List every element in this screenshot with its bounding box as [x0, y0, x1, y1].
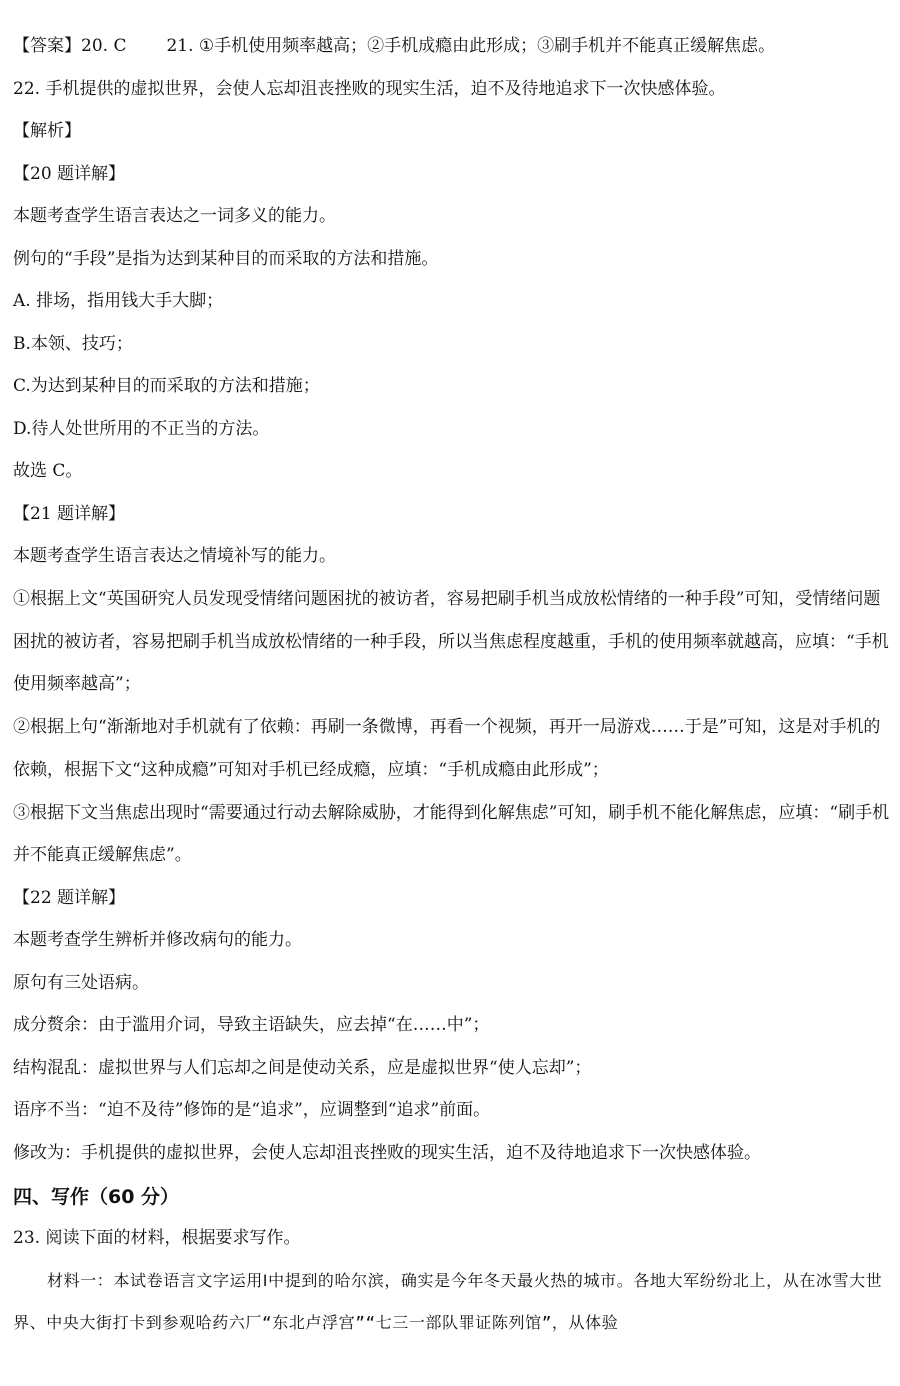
answer-line-1: [13, 36, 891, 57]
q22-detail-title: 【22 题详解】: [13, 887, 126, 908]
q20-detail-title: 【20 题详解】: [13, 163, 126, 184]
q20-option-d: D.待人处世所用的不正当的方法。: [13, 418, 270, 439]
answer-q20: 20. C: [81, 36, 127, 56]
answer-q22: 22. 手机提供的虚拟世界，会使人忘却沮丧挫败的现实生活，迫不及待地追求下一次快感体验。: [13, 78, 726, 99]
answer-q21: 21. ①手机使用频率越高；②手机成瘾由此形成；③刷手机并不能真正缓解焦虑。: [166, 36, 776, 56]
section-title-writing: 四、写作（60 分）: [13, 1186, 180, 1208]
q22-revised: 修改为：手机提供的虚拟世界，会使人忘却沮丧挫败的现实生活，迫不及待地追求下一次快感体验。: [13, 1142, 761, 1163]
q22-count: 原句有三处语病。: [13, 972, 149, 993]
q21-paragraph-1: ①根据上文“英国研究人员发现受情绪问题困扰的被访者，容易把刷手机当成放松情绪的一种手段”可知，受情绪问题困扰的被访者，容易把刷手机当成放松情绪的一种手段，所以当焦虑程度越重，手机的使用频率就越高，应填：“手机使用频率越高”；: [13, 589, 889, 694]
q22-issue-3: 语序不当：“迫不及待”修饰的是“追求”，应调整到“追求”前面。: [13, 1100, 491, 1120]
q21-intro: 本题考查学生语言表达之情境补写的能力。: [13, 546, 336, 566]
q21-detail-title: 【21 题详解】: [13, 503, 126, 524]
q22-issue-1: 成分赘余：由于滥用介词，导致主语缺失，应去掉“在……中”；: [13, 1015, 490, 1035]
q20-option-c: C.为达到某种目的而采取的方法和措施；: [13, 376, 320, 396]
q20-option-b: B.本领、技巧；: [13, 333, 133, 354]
q21-paragraph-2: ②根据上句“渐渐地对手机就有了依赖：再刷一条微博，再看一个视频，再开一局游戏……于是”可知，这是对手机的依赖，根据下文“这种成瘾”可知对手机已经成瘾，应填：“手机成瘾由此形成”；: [13, 717, 881, 780]
q22-intro: 本题考查学生辨析并修改病句的能力。: [13, 930, 302, 950]
q22-issue-2: 结构混乱：虚拟世界与人们忘却之间是使动关系，应是虚拟世界“使人忘却”；: [13, 1057, 592, 1078]
q20-example: 例句的“手段”是指为达到某种目的而采取的方法和措施。: [13, 248, 439, 269]
document-page: [13, 36, 891, 1345]
q23-prompt: 23. 阅读下面的材料，根据要求写作。: [13, 1227, 301, 1248]
analysis-label: 【解析】: [13, 121, 81, 141]
q20-conclusion: 故选 C。: [13, 461, 83, 481]
q20-intro: 本题考查学生语言表达之一词多义的能力。: [13, 206, 336, 226]
material-1: 材料一：本试卷语言文字运用Ⅰ中提到的哈尔滨，确实是今年冬天最火热的城市。各地大军纷纷北上，从在冰雪大世界、中央大街打卡到参观哈药六厂“东北卢浮宫”“七三一部队罪证陈列馆”，从体验: [13, 1270, 883, 1332]
answer-label: 【答案】: [13, 36, 81, 56]
q20-option-a: A. 排场，指用钱大手大脚；: [13, 291, 224, 311]
q21-paragraph-3: ③根据下文当焦虑出现时“需要通过行动去解除威胁，才能得到化解焦虑”可知，刷手机不能化解焦虑，应填：“刷手机并不能真正缓解焦虑”。: [13, 802, 890, 865]
